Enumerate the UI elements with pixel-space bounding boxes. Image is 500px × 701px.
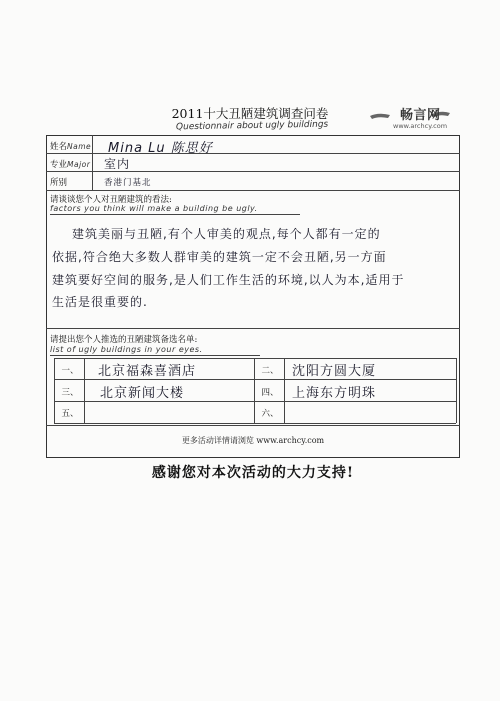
building-name: 北京福森喜酒店 bbox=[98, 364, 197, 379]
building-name: 上海东方明珠 bbox=[292, 386, 377, 401]
school-value: 香港门基北 bbox=[104, 178, 152, 188]
building-number: 五、 bbox=[61, 409, 79, 419]
opinion-line: 建筑美丽与丑陋,有个人审美的观点,每个人都有一定的 bbox=[72, 227, 381, 241]
name-value: Mina Lu 陈思好 bbox=[108, 141, 213, 156]
building-number: 三、 bbox=[61, 388, 79, 398]
opinion-line: 依据,符合绝大多数人群审美的建筑一定不会丑陋,另一方面 bbox=[52, 250, 387, 264]
row-divider bbox=[46, 190, 460, 191]
opinion-line: 生活是很重要的. bbox=[52, 295, 148, 309]
building-name: 北京新闻大楼 bbox=[100, 386, 185, 401]
more-info-note: 更多活动详情请浏览 www.archcy.com bbox=[181, 436, 325, 445]
opinion-prompt-english: factors you think will make a building be ugly. bbox=[50, 204, 258, 213]
section-divider bbox=[46, 328, 460, 329]
form-title-english: Questionnair about ugly buildings bbox=[175, 119, 329, 133]
list-divider bbox=[54, 423, 456, 424]
prompt-underline bbox=[50, 355, 260, 356]
building-number: 二、 bbox=[261, 366, 279, 376]
opinion-prompt: 请谈谈您个人对丑陋建筑的看法: bbox=[50, 195, 172, 205]
building-number: 一、 bbox=[61, 366, 79, 376]
recommend-prompt: 请提出您个人推选的丑陋建筑备选名单: bbox=[50, 335, 198, 345]
form-title: 2011十大丑陋建筑调查问卷 bbox=[171, 106, 329, 121]
section-divider bbox=[46, 425, 460, 426]
list-divider bbox=[54, 358, 456, 359]
major-value: 室内 bbox=[104, 157, 131, 171]
list-divider bbox=[54, 379, 456, 380]
name-label: 姓名Name bbox=[50, 142, 92, 152]
logo-text: 畅言网 bbox=[400, 108, 441, 123]
building-number: 四、 bbox=[261, 388, 279, 398]
list-divider bbox=[54, 401, 456, 402]
recommend-prompt-english: list of ugly buildings in your eyes. bbox=[50, 345, 203, 354]
logo-url: www.archcy.com bbox=[393, 122, 448, 130]
building-name: 沈阳方圆大厦 bbox=[292, 364, 377, 379]
prompt-underline bbox=[50, 214, 300, 215]
building-number: 六、 bbox=[261, 409, 279, 419]
major-label: 专业Major bbox=[50, 160, 91, 170]
list-border bbox=[456, 358, 457, 423]
opinion-line: 建筑要好空间的服务,是人们工作生活的环境,以人为本,适用于 bbox=[52, 273, 405, 287]
thanks-message: 感谢您对本次活动的大力支持! bbox=[151, 465, 355, 481]
school-label: 所别 bbox=[50, 178, 68, 188]
label-column-divider bbox=[92, 135, 93, 190]
